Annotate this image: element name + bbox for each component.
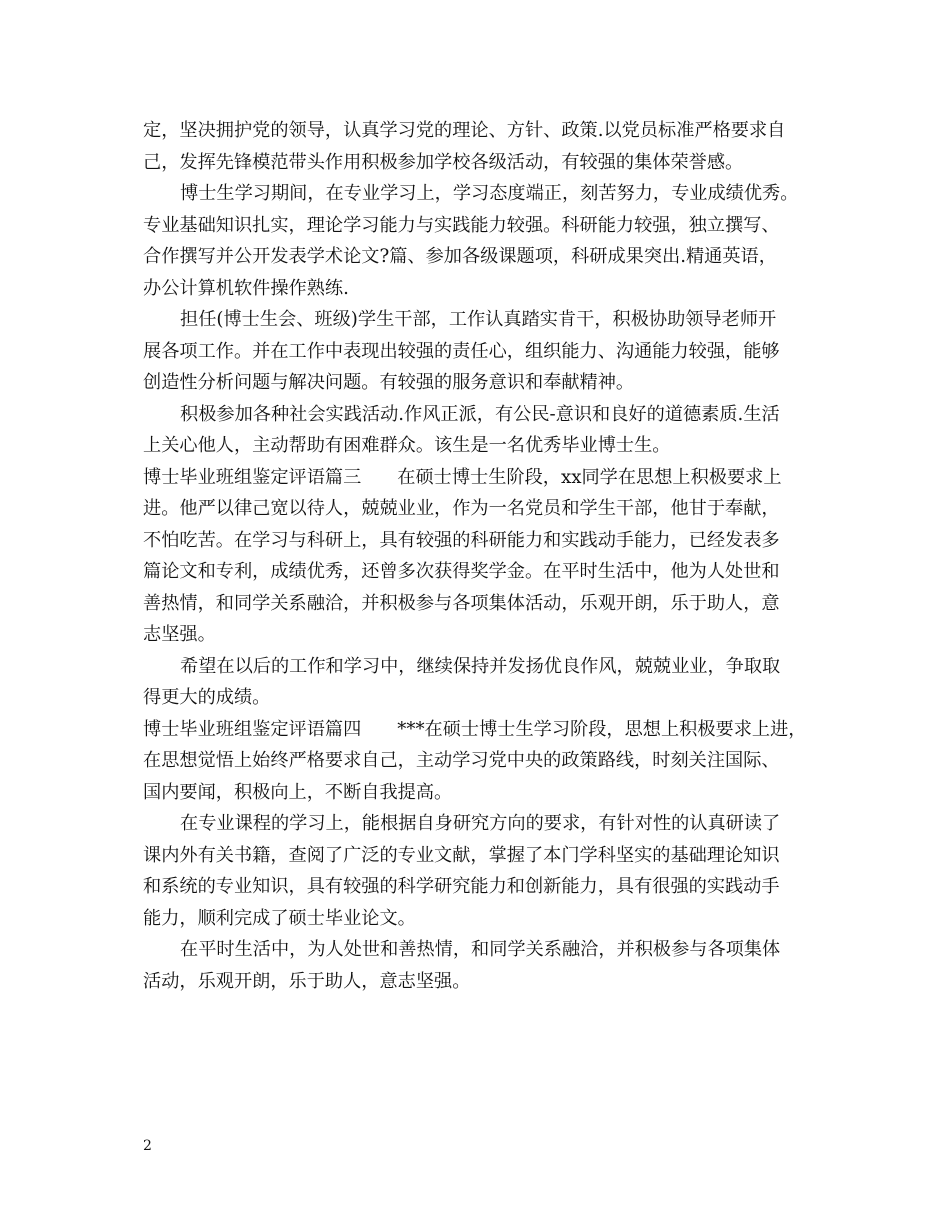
text-line: 上关心他人，主动帮助有困难群众。该生是一名优秀毕业博士生。 xyxy=(143,435,671,456)
paragraph-start: 积极参加各种社会实践活动.作风正派，有公民-意识和良好的道德素质.生活 xyxy=(180,403,780,425)
text-line: 合作撰写并公开发表学术论文?篇、参加各级课题项，科研成果突出.精通英语， xyxy=(143,246,777,267)
page-number: 2 xyxy=(143,1138,152,1154)
text-line: 篇论文和专利，成绩优秀，还曾多次获得奖学金。在平时生活中，他为人处世和 xyxy=(143,561,780,582)
text-line: 课内外有关书籍，查阅了广泛的专业文献，掌握了本门学科坚实的基础理论知识 xyxy=(143,844,780,866)
section-line-3 xyxy=(143,462,823,494)
text-line: 活动，乐观开朗，乐于助人，意志坚强。 xyxy=(143,970,471,992)
text-line: 能力，顺利完成了硕士毕业论文。 xyxy=(143,907,416,929)
text-line: 己，发挥先锋模范带头作用积极参加学校各级活动，有较强的集体荣誉感。 xyxy=(143,151,744,173)
text-line: 进。他严以律己宽以待人，兢兢业业，作为一名党员和学生干部，他甘于奉献， xyxy=(143,498,780,519)
section-text-4: ***在硕士博士生学习阶段，思想上积极要求上进， xyxy=(397,718,807,740)
paragraph-start: 在专业课程的学习上，能根据自身研究方向的要求，有针对性的认真研读了 xyxy=(180,813,781,834)
text-line: 定，坚决拥护党的领导，认真学习党的理论、方针、政策.以党员标准严格要求自 xyxy=(143,120,786,141)
text-line: 展各项工作。并在工作中表现出较强的责任心，组织能力、沟通能力较强，能够 xyxy=(143,340,780,362)
paragraph-start: 担任(博士生会、班级)学生干部，工作认真踏实肯干，积极协助领导老师开 xyxy=(180,309,777,330)
section-text-3: 在硕士博士生阶段，xx同学在思想上积极要求上 xyxy=(397,466,782,488)
text-line: 得更大的成绩。 xyxy=(143,687,271,708)
text-line: 和系统的专业知识，具有较强的科学研究能力和创新能力，具有很强的实践动手 xyxy=(143,876,780,897)
text-line: 不怕吃苦。在学习与科研上，具有较强的科研能力和实践动手能力，已经发表多 xyxy=(143,529,780,551)
text-line: 志坚强。 xyxy=(143,624,216,645)
text-line: 国内要闻，积极向上，不断自我提高。 xyxy=(143,781,453,803)
text-line: 专业基础知识扎实，理论学习能力与实践能力较强。科研能力较强，独立撰写、 xyxy=(143,214,780,236)
document-body xyxy=(143,115,823,997)
paragraph-start: 希望在以后的工作和学习中，继续保持并发扬优良作风，兢兢业业，争取取 xyxy=(180,655,781,677)
paragraph-start: 博士生学习期间，在专业学习上，学习态度端正，刻苦努力，专业成绩优秀。 xyxy=(180,183,799,204)
text-line: 创造性分析问题与解决问题。有较强的服务意识和奉献精神。 xyxy=(143,372,635,393)
section-title-4: 博士毕业班组鉴定评语篇四 xyxy=(143,718,362,740)
text-line: 在思想觉悟上始终严格要求自己，主动学习党中央的政策路线，时刻关注国际、 xyxy=(143,750,780,771)
section-title-3: 博士毕业班组鉴定评语篇三 xyxy=(143,466,362,488)
text-line: 办公计算机软件操作熟练. xyxy=(143,277,349,299)
paragraph-start: 在平时生活中，为人处世和善热情，和同学关系融洽，并积极参与各项集体 xyxy=(180,939,781,960)
text-line: 善热情，和同学关系融洽，并积极参与各项集体活动，乐观开朗，乐于助人，意 xyxy=(143,592,780,614)
section-line-4 xyxy=(143,714,823,746)
